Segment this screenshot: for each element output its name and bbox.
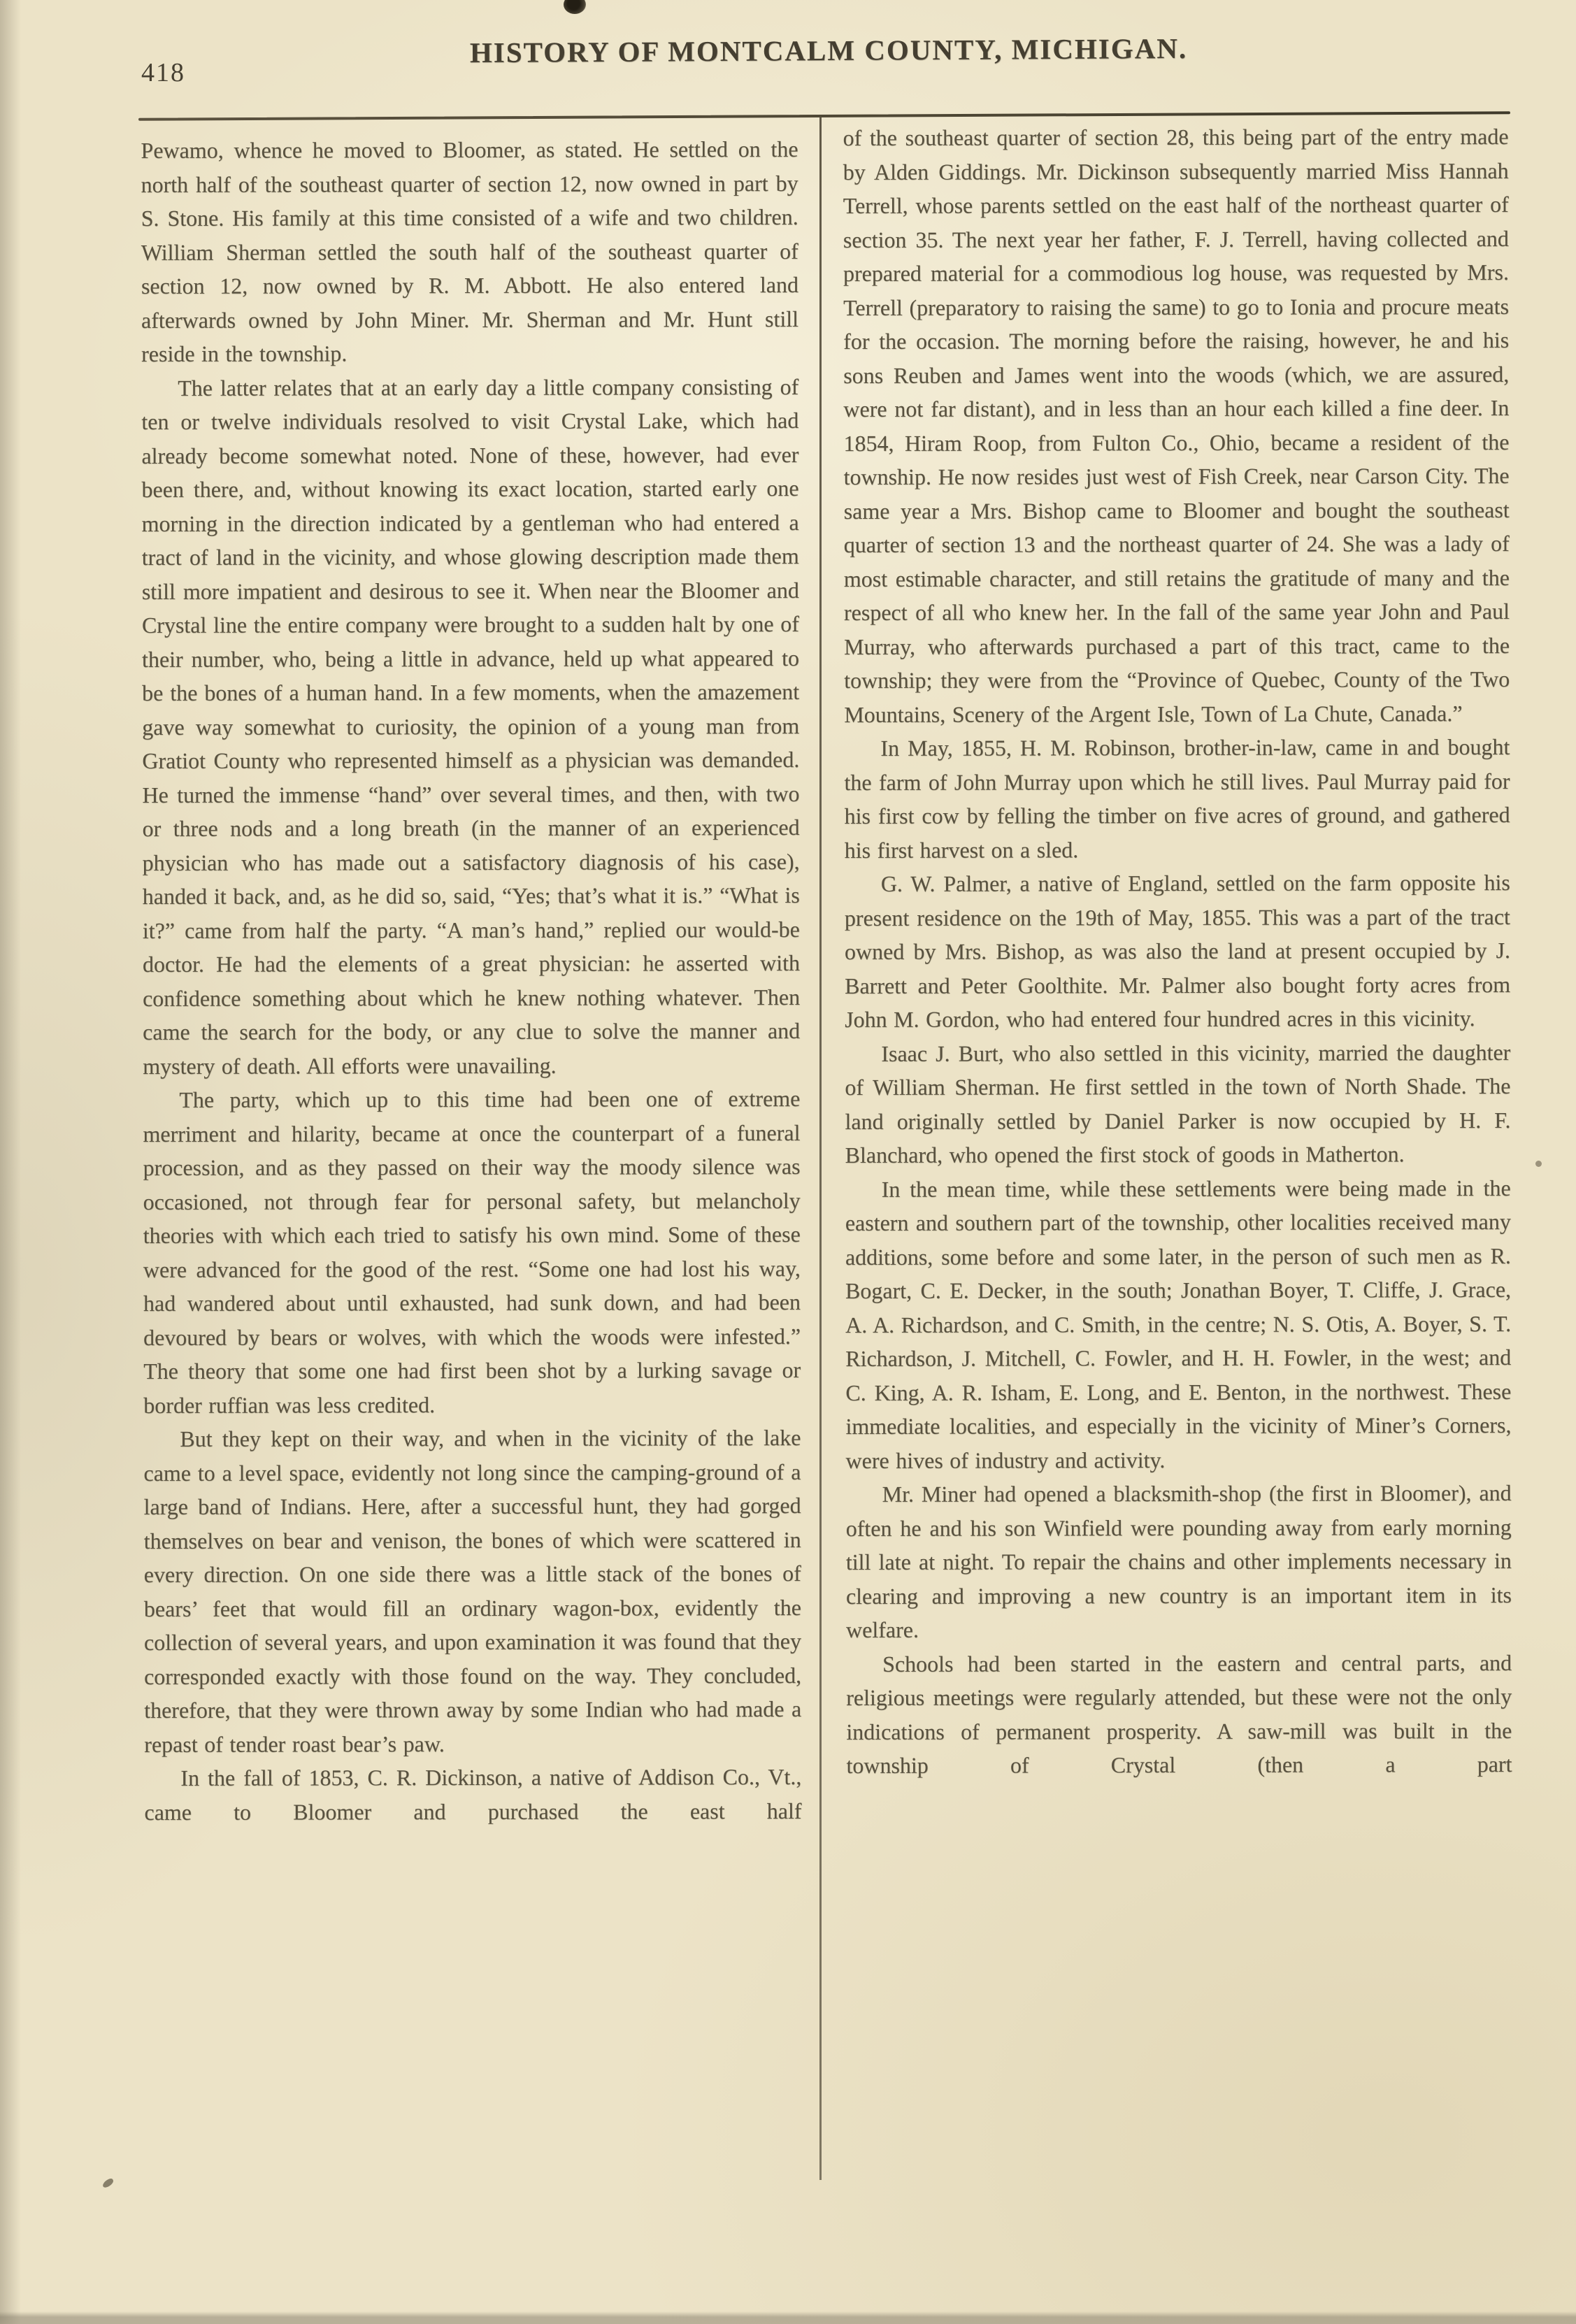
paragraph: But they kept on their way, and when in the vicinity of the lake came to a level space, evidently not long since the camping-ground of a large band of Indians. Here, after a successful hunt, they had gorged themselves on bear and venison, the bones of which were scattered in every direction. On one side there was a little stack of the bones of bears’ feet that would fill an ordinary wagon-box, evidently the collection of several years, and upon examination it was found that they corresponded exactly with those found on the way. They concluded, therefore, that they were thrown away by some Indian who had made a repast of tender roast bear’s paw.: [143, 1425, 802, 1757]
paper-speck: [1535, 1161, 1542, 1167]
paragraph: The latter relates that at an early day a little company consisting of ten or twelve individuals resolved to visit Crystal Lake, which had already become somewhat noted. None of these, however, had ever been there, and, without knowing its exact location, started early one morning in the direction indicated by a gentleman who had entered a tract of land in the vicinity, and whose glowing description made them still more impatient and desirous to see it. When near the Bloomer and Crystal line the entire company were brought to a sudden halt by one of their number, who, being a little in advance, held up what appeared to be the bones of a human hand. In a few moments, when the amazement gave way somewhat to curiosity, the opinion of a young man from Gratiot County who represented himself as a physician was demanded. He turned the immense “hand” over several times, and then, with two or three nods and a long breath (in the manner of an experienced physician who has made out a satisfactory diagnosis of his case), handed it back, and, as he did so, said, “Yes; that’s what it is.” “What is it?” came from half the party. “A man’s hand,” replied our would-be doctor. He had the elements of a great physician: he asserted with confidence something about which he knew nothing whatever. Then came the search for the body, or any clue to solve the manner and mystery of death. All efforts were unavailing.: [141, 373, 801, 1079]
paper-speck: [101, 2177, 115, 2189]
ink-blot-artifact: [564, 0, 586, 14]
paragraph: G. W. Palmer, a native of England, settled on the farm opposite his present residence on the 19th of May, 1855. This was a part of the tract owned by Mrs. Bishop, as was also the land at present occupied by J. Barrett and Peter Goolthite. Mr. Palmer also bought forty acres from John M. Gordon, who had entered four hundred acres in this vicinity.: [844, 870, 1511, 1032]
paragraph: Isaac J. Burt, who also settled in this vicinity, married the daughter of William Sherman. He first settled in the town of North Shade. The land originally settled by Daniel Parker is now occupied by H. F. Blanchard, who opened the first stock of goods in Matherton.: [845, 1039, 1511, 1168]
paragraph: Schools had been started in the eastern and central parts, and religious meetings were regularly attended, but these were not the only indications of permanent prosperity. A saw-mill was built in the township of Crystal (then a part: [846, 1649, 1512, 1778]
scan-bottom-edge: [0, 2311, 1576, 2324]
paragraph: of the southeast quarter of section 28, this being part of the entry made by Alden Giddings. Mr. Dickinson subsequently married Miss Hannah Terrell, whose parents settled on the east half of the northeast quarter of section 35. The next year her father, F. J. Terrell, having collected and prepared material for a commodious log house, was requested by Mrs. Terrell (preparatory to raising the same) to go to Ionia and procure meats for the occasion. The morning before the raising, however, he and his sons Reuben and James went into the woods (which, we are assured, were not far distant), and in less than an hour each killed a fine deer. In 1854, Hiram Roop, from Fulton Co., Ohio, became a resident of the township. He now resides just west of Fish Creek, near Carson City. The same year a Mrs. Bishop came to Bloomer and bought the southeast quarter of section 13 and the northeast quarter of 24. She was a lady of most estimable character, and still retains the gratitude of many and the respect of all who knew her. In the fall of the same year John and Paul Murray, who afterwards purchased a part of this tract, came to the township; they were from the “Province of Quebec, County of the Two Mountains, Scenery of the Argent Isle, Town of La Chute, Canada.”: [843, 124, 1510, 727]
column-divider: [819, 117, 822, 2180]
running-header-title: HISTORY OF MONTCALM COUNTY, MICHIGAN.: [469, 31, 1188, 69]
paragraph: In May, 1855, H. M. Robinson, brother-in-law, came in and bought the farm of John Murray upon which he still lives. Paul Murray paid for his first cow by felling the timber on five acres of ground, and gathered his first harvest on a sled.: [844, 734, 1510, 863]
paragraph: In the fall of 1853, C. R. Dickinson, a native of Addison Co., Vt., came to Bloomer and purchased the east half: [144, 1764, 802, 1825]
right-column: [843, 120, 1512, 1782]
paragraph: Pewamo, whence he moved to Bloomer, as stated. He settled on the north half of the southeast quarter of section 12, now owned in part by S. Stone. His family at this time consisted of a wife and two children. William Sherman settled the south half of the southeast quarter of section 12, now owned by R. M. Abbott. He also entered land afterwards owned by John Miner. Mr. Sherman and Mr. Hunt still reside in the township.: [141, 136, 799, 366]
page-number: 418: [141, 58, 185, 87]
paragraph: The party, which up to this time had been one of extreme merriment and hilarity, became at once the counterpart of a funeral procession, and as they passed on their way the moody silence was occasioned, not through fear for personal safety, but melancholy theories with which each tried to satisfy his own mind. Some of these were advanced for the good of the rest. “Some one had lost his way, had wandered about until exhausted, had sunk down, and had been devoured by bears or wolves, with which the woods were infested.” The theory that some one had first been shot by a lurking savage or border ruffian was less credited.: [143, 1086, 801, 1418]
left-column: [141, 132, 801, 1829]
paragraph: In the mean time, while these settlements were being made in the eastern and southern part of the township, other localities received many additions, some before and some later, in the person of such men as R. Bogart, C. E. Decker, in the south; Jonathan Boyer, T. Cliffe, J. Grace, A. A. Richardson, and C. Smith, in the centre; N. S. Otis, A. Boyer, S. T. Richardson, J. Mitchell, C. Fowler, and H. H. Fowler, in the west; and C. King, A. R. Isham, E. Long, and E. Benton, in the northwest. These immediate localities, and especially in the vicinity of Miner’s Corners, were hives of industry and activity.: [845, 1175, 1512, 1473]
paragraph: Mr. Miner had opened a blacksmith-shop (the first in Bloomer), and often he and his son Winfield were pounding away from early morning till late at night. To repair the chains and other implements necessary in clearing and improving a new country is an important item in its welfare.: [845, 1480, 1512, 1642]
